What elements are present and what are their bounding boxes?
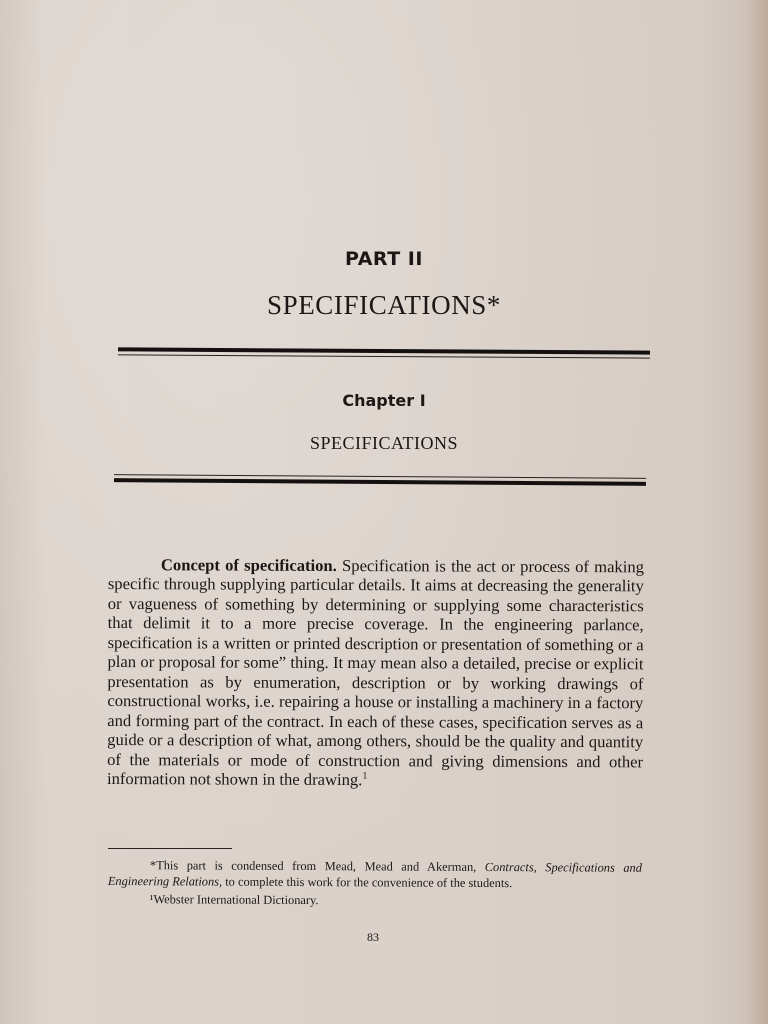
footnote-star (108, 857, 642, 892)
paragraph-lead-in: Concept of specification. (160, 555, 337, 575)
footnote-separator (108, 848, 232, 849)
body-paragraph (107, 555, 644, 791)
page-number: 83 (367, 930, 379, 944)
chapter-label: Chapter I (342, 391, 426, 410)
rule-thin (118, 354, 650, 358)
chapter-title: SPECIFICATIONS (309, 433, 459, 453)
top-double-rule (118, 347, 650, 358)
part-title: SPECIFICATIONS* (266, 290, 502, 320)
footnote-reference: 1 (362, 770, 368, 782)
footnotes (108, 857, 642, 910)
bottom-double-rule (114, 474, 646, 486)
footnote-star-before: *This part is condensed from Mead, Mead and Akerman, (149, 858, 477, 874)
footnote-1: ¹Webster International Dictionary. (149, 892, 319, 908)
page-edge-shadow (746, 0, 768, 1024)
rule-thick (114, 478, 646, 486)
footnote-star-title: Contracts, Specifications and Engineering Relations, (107, 859, 642, 889)
paragraph-text: Specification is the act or process of making specific through supplying particular details. It aims at decreasing the generality or vagueness of something by determining or supplying some characteristics that delimit it to a more precise coverage. In the engineering parlance, specification is a written or printed description or presentation of something or a plan or proposal for some” thing. It may mean also a detailed, precise or explicit presentation as by enumeration, description or by working drawings of constructional works, i.e. repairing a house or installing a machinery in a factory and forming part of the contract. In each of these cases, specification serves as a guide or a description of what, among others, should be the quality and quantity of the materials or mode of construction and giving dimensions and other information not shown in the drawing. (106, 556, 645, 790)
footnote-star-after: to complete this work for the convenience of the students. (225, 874, 513, 891)
part-label: PART II (345, 248, 423, 270)
rule-thick (118, 347, 650, 354)
